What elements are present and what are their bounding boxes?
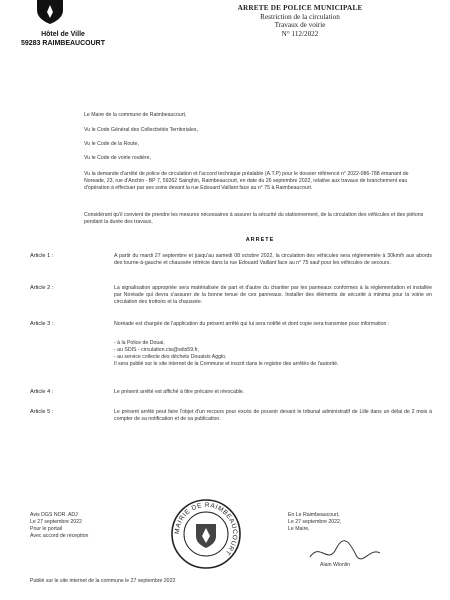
article-4-label: Article 4 : <box>30 389 54 395</box>
visa-5: Considérant qu'il convient de prendre les mesures nécessaires à assurer la sécurité du stationnement, de la circulation des véhicules et des piétons pendant la durée des travaux, <box>84 212 424 225</box>
seal-text: MAIRIE DE RAIMBEAUCOURT <box>173 501 239 557</box>
visa-1: Vu le Code Général des Collectivités Territoriales, <box>84 127 198 133</box>
publication-note: Il sera publié sur le site internet de la Commune et inscrit dans le registre des arrêtés de l'autorité. <box>114 361 339 367</box>
article-3-label: Article 3 : <box>30 321 54 327</box>
recipient-item: - au SDIS - circulation.cta@sdis59.fr, <box>114 347 199 353</box>
town-hall-label: Hôtel de Ville <box>41 31 85 38</box>
visa-2: Vu le Code de la Route, <box>84 141 139 147</box>
footer-left-line: Avec accord de réception <box>30 533 89 539</box>
footer-right-line: Le 27 septembre 2022, <box>288 519 342 525</box>
town-hall-seal <box>170 498 242 570</box>
visa-4: Vu la demande d'arrêté de police de circulation et l'accord technique préalable (A.T.P) pour le dossier référencé n° 2022-086-788 émanant de Noreade, 23, rue d'Anchin - BP 7, 59262 Sainghin, Raimbeaucourt, en date du 26 septembre 2022, relative aux travaux de branchement eau d'opération à effectuer par ses soins devant la rue Edouard Vaillant face au n° 75 à Raimbeaucourt. <box>84 171 409 191</box>
header-line3: Travaux de voirie <box>274 21 326 30</box>
footer-left-line: Pour le portail <box>30 526 63 532</box>
article-3-text: Noréade est chargée de l'application du présent arrêté qui lui sera notifié et dont copie sera transmise pour information : <box>114 321 390 327</box>
article-5-label: Article 5 : <box>30 409 54 415</box>
document-header <box>180 4 420 38</box>
header-title: ARRETE DE POLICE MUNICIPALE <box>237 4 363 12</box>
arrete-heading: ARRETE <box>245 237 275 243</box>
mayor-name: Alain Wionlin <box>320 562 350 568</box>
footer-right-line: En Le Raimbeaucourt, <box>288 512 340 518</box>
header-line2: Restriction de la circulation <box>260 12 340 21</box>
recipients-list <box>114 340 432 368</box>
recipient-item: - à la Police de Douai, <box>114 340 165 346</box>
visa-0: Le Maire de la commune de Raimbeaucourt, <box>84 112 187 118</box>
article-5-text: Le présent arrêté peut faire l'objet d'un recours pour excès de pouvoir devant le tribunal administratif de Lille dans un délai de 2 mois à compter de sa notification et de sa publication. <box>114 409 432 422</box>
article-1-label: Article 1 : <box>30 253 54 259</box>
article-2-label: Article 2 : <box>30 285 54 291</box>
publication-date: Publié sur le site internet de la commune le 27 septembre 2022 <box>30 578 176 584</box>
article-2-text: La signalisation appropriée sera matérialisée de part et d'autre du chantier par les panneaux conformes à la réglementation et installée par Noréade qui devra s'assurer de la bonne tenue de ces panneaux. Installer des éléments de sécurité à minima pour la voirie en circulation des trottoirs et la chaussée. <box>114 285 432 305</box>
footer-left-line: Le 27 septembre 2022 <box>30 519 82 525</box>
footer-right-line: Le Maire, <box>288 526 310 532</box>
footer-left <box>30 512 160 540</box>
town-shield-logo <box>35 0 65 24</box>
footer-left-line: Avis DGS NOR. ADJ <box>30 512 78 518</box>
footer-right <box>288 512 418 533</box>
visa-3: Vu le Code de voirie routière, <box>84 155 151 161</box>
article-4-text: Le présent arrêté est affiché à titre précaire et révocable. <box>114 389 245 395</box>
town-address: 59283 RAIMBEAUCOURT <box>20 40 106 47</box>
recipient-item: - au service collecte des déchets Douaisis Agglo. <box>114 354 227 360</box>
article-1-text: A partir du mardi 27 septembre et jusqu'au samedi 08 octobre 2022, la circulation des véhicules sera réglementée à 30km/h aux abords des tourne-à-gauche et chaussée rétrécie dans la rue Edouard Vaillant face au n° 75 sauf pour les véhicules de secours. <box>114 253 432 266</box>
header-number: N° 112/2022 <box>281 29 319 38</box>
